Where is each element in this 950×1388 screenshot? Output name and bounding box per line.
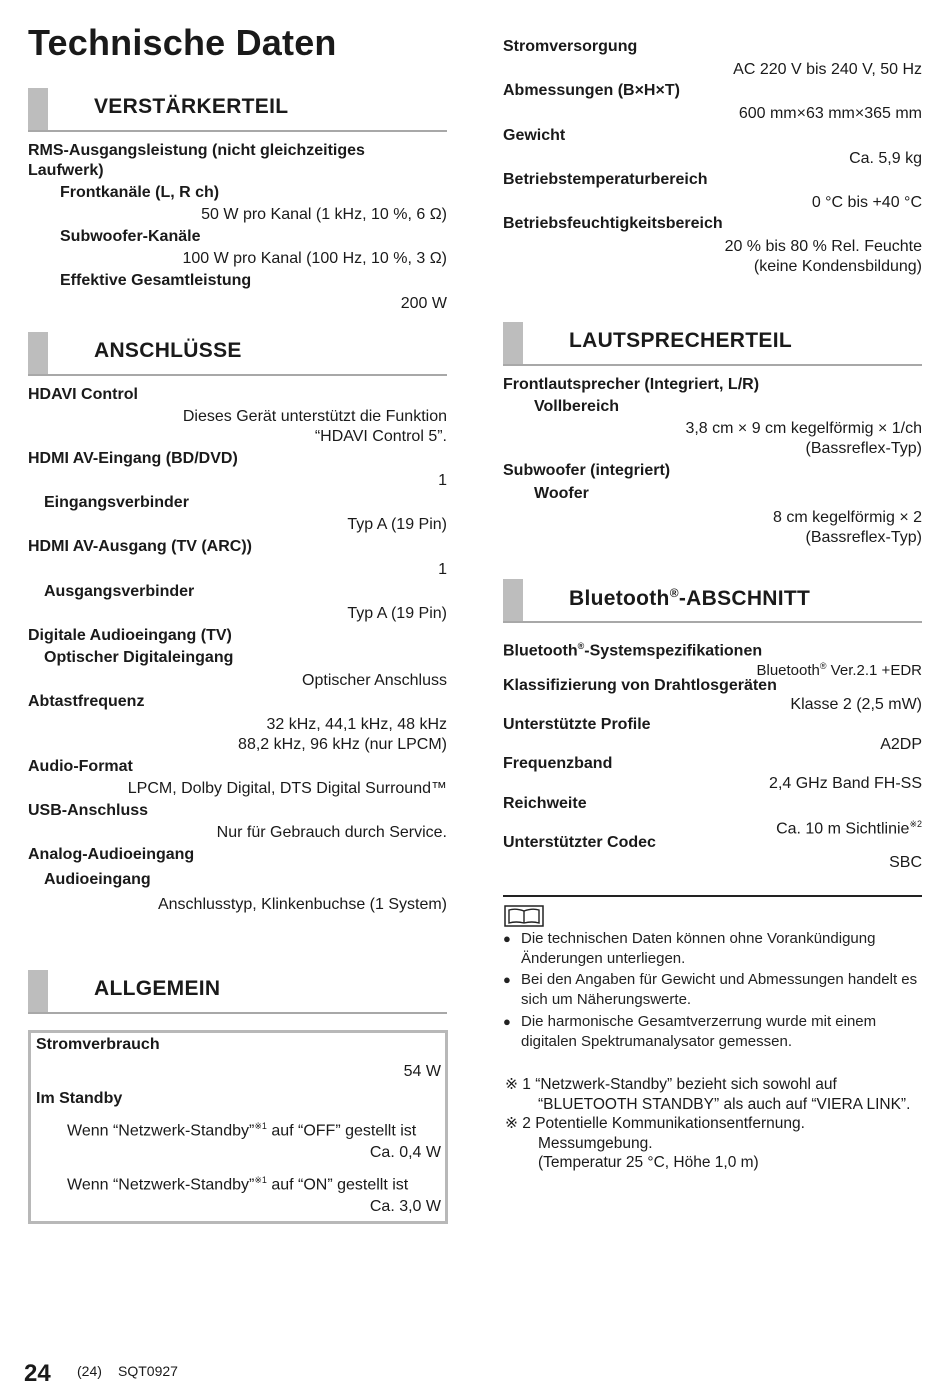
- section-header-allgemein: [28, 970, 447, 1014]
- bt-spec-label-text: Bluetooth: [503, 642, 578, 660]
- footnote-2-line2: Messumgebung.: [538, 1135, 653, 1152]
- digital-audio-label: Digitale Audioeingang (TV): [28, 627, 232, 644]
- standby-on-value: Ca. 3,0 W: [369, 1198, 441, 1215]
- supply-label: Stromversorgung: [503, 38, 638, 55]
- temperature-label: Betriebstemperaturbereich: [503, 171, 708, 188]
- front-speaker-label: Frontlautsprecher (Integriert, L/R): [503, 376, 760, 393]
- page-ref: (24): [77, 1363, 102, 1379]
- power-consumption-value: 54 W: [403, 1063, 441, 1080]
- document-code: SQT0927: [118, 1363, 178, 1379]
- input-connector-label: Eingangsverbinder: [44, 494, 189, 511]
- standby-on-text: Wenn “Netzwerk-Standby”: [67, 1176, 255, 1194]
- audio-input-label: Audioeingang: [44, 871, 151, 888]
- fullrange-value-line1: 3,8 cm × 9 cm kegelförmig × 1/ch: [685, 420, 922, 437]
- note-text: Die harmonische Gesamtverzerrung wurde mit einem digitalen Spektrumanalysator gemessen.: [521, 1013, 877, 1050]
- sampling-value-line1: 32 kHz, 44,1 kHz, 48 kHz: [266, 716, 447, 733]
- front-channels-label: Frontkanäle (L, R ch): [60, 184, 220, 201]
- rms-label-line1: RMS-Ausgangsleistung (nicht gleichzeitiges: [28, 142, 365, 159]
- note-text: Bei den Angaben für Gewicht und Abmessungen handelt es sich um Näherungswerte.: [521, 971, 918, 1008]
- supply-value: AC 220 V bis 240 V, 50 Hz: [733, 61, 922, 78]
- standby-on-condition: [67, 1170, 408, 1195]
- footnote-ref: ※1: [254, 1121, 267, 1131]
- front-channels-value: 50 W pro Kanal (1 kHz, 10 %, 6 Ω): [201, 206, 447, 223]
- input-connector-value: Typ A (19 Pin): [347, 516, 447, 533]
- standby-off-text: Wenn “Netzwerk-Standby”: [67, 1122, 255, 1140]
- footnote-ref: ※2: [909, 819, 922, 829]
- bt-profile-label: Unterstützte Profile: [503, 716, 651, 733]
- power-consumption-label: Stromverbrauch: [36, 1036, 160, 1053]
- section-bar: [28, 970, 48, 1012]
- bt-class-label: Klassifizierung von Drahtlosgeräten: [503, 677, 777, 694]
- dimensions-value: 600 mm×63 mm×365 mm: [738, 105, 922, 122]
- humidity-value-line2: (keine Kondensbildung): [753, 258, 922, 275]
- bt-spec-value-suffix: Ver.2.1 +EDR: [826, 662, 922, 679]
- subwoofer-channels-value: 100 W pro Kanal (100 Hz, 10 %, 3 Ω): [182, 250, 447, 267]
- output-connector-label: Ausgangsverbinder: [44, 583, 195, 600]
- total-power-value: 200 W: [400, 295, 447, 312]
- standby-label: Im Standby: [36, 1090, 123, 1107]
- standby-off-text-post: auf “OFF” gestellt ist: [266, 1122, 417, 1140]
- footnote-2-line1: ※ 2 Potentielle Kommunikationsentfernung.: [505, 1115, 805, 1132]
- standby-off-condition: [67, 1116, 416, 1141]
- subwoofer-label: Subwoofer (integriert): [503, 462, 671, 479]
- section-header-verstaerker: [28, 88, 447, 132]
- humidity-value-line1: 20 % bis 80 % Rel. Feuchte: [724, 238, 922, 255]
- bt-spec-value-text: Bluetooth: [756, 662, 820, 679]
- bt-band-value: 2,4 GHz Band FH-SS: [769, 775, 922, 792]
- humidity-label: Betriebsfeuchtigkeitsbereich: [503, 215, 723, 232]
- output-connector-value: Typ A (19 Pin): [347, 605, 447, 622]
- section-header-lautsprecher: [503, 322, 922, 366]
- subwoofer-channels-label: Subwoofer-Kanäle: [60, 228, 201, 245]
- weight-label: Gewicht: [503, 127, 566, 144]
- footnote-1-line1: ※ 1 “Netzwerk-Standby” bezieht sich sowohl auf: [505, 1076, 837, 1093]
- bluetooth-title-suffix: -ABSCHNITT: [678, 587, 811, 610]
- hdmi-out-label: HDMI AV-Ausgang (TV (ARC)): [28, 538, 252, 555]
- book-icon: [504, 905, 544, 927]
- hdmi-out-value: 1: [438, 561, 447, 578]
- footnote-1-line2: “BLUETOOTH STANDBY” als auch auf “VIERA LINK”.: [538, 1096, 911, 1113]
- fullrange-value-line2: (Bassreflex-Typ): [805, 440, 922, 457]
- audio-format-label: Audio-Format: [28, 758, 133, 775]
- dimensions-label: Abmessungen (B×H×T): [503, 82, 680, 99]
- registered-mark: ®: [577, 641, 585, 651]
- hdmi-in-label: HDMI AV-Eingang (BD/DVD): [28, 450, 238, 467]
- woofer-label: Woofer: [534, 485, 589, 502]
- hdmi-in-value: 1: [438, 472, 447, 489]
- section-title-anschluesse: ANSCHLÜSSE: [94, 339, 242, 362]
- optical-input-value: Optischer Anschluss: [302, 672, 447, 689]
- registered-mark: ®: [819, 661, 827, 671]
- usb-value: Nur für Gebrauch durch Service.: [216, 824, 447, 841]
- note-text: Die technischen Daten können ohne Vorankündigung Änderungen unterliegen.: [521, 930, 876, 967]
- audio-input-value: Anschlusstyp, Klinkenbuchse (1 System): [157, 896, 447, 913]
- fullrange-label: Vollbereich: [534, 398, 620, 415]
- section-title-bluetooth: [569, 586, 810, 611]
- footnote-2-line3: (Temperatur 25 °C, Höhe 1,0 m): [538, 1154, 759, 1171]
- standby-off-value: Ca. 0,4 W: [369, 1144, 441, 1161]
- usb-label: USB-Anschluss: [28, 802, 149, 819]
- section-bar: [28, 88, 48, 130]
- bt-range-label: Reichweite: [503, 795, 587, 812]
- total-power-label: Effektive Gesamtleistung: [60, 272, 252, 289]
- sampling-label: Abtastfrequenz: [28, 693, 145, 710]
- woofer-value-line1: 8 cm kegelförmig × 2: [773, 509, 922, 526]
- section-header-bluetooth: [503, 579, 922, 623]
- notes-divider: [503, 895, 922, 897]
- section-header-anschluesse: [28, 332, 447, 376]
- rms-label-line2: Laufwerk): [28, 162, 104, 179]
- bullet-icon: ●: [503, 1014, 511, 1029]
- section-bar: [503, 322, 523, 364]
- optical-input-label: Optischer Digitaleingang: [44, 649, 234, 666]
- sampling-value-line2: 88,2 kHz, 96 kHz (nur LPCM): [238, 736, 447, 753]
- bullet-icon: ●: [503, 972, 511, 987]
- section-title-allgemein: ALLGEMEIN: [94, 977, 221, 1000]
- bt-spec-label-suffix: -Systemspezifikationen: [584, 642, 763, 660]
- page-title: Technische Daten: [28, 22, 337, 63]
- hdavi-value-line1: Dieses Gerät unterstützt die Funktion: [182, 408, 447, 425]
- hdavi-value-line2: “HDAVI Control 5”.: [314, 428, 447, 445]
- section-bar: [28, 332, 48, 374]
- bt-class-value: Klasse 2 (2,5 mW): [790, 696, 922, 713]
- page-number: 24: [24, 1360, 51, 1387]
- footnote-ref: ※1: [254, 1175, 267, 1185]
- audio-format-value: LPCM, Dolby Digital, DTS Digital Surround™: [127, 780, 447, 797]
- woofer-value-line2: (Bassreflex-Typ): [805, 529, 922, 546]
- weight-value: Ca. 5,9 kg: [849, 150, 922, 167]
- section-bar: [503, 579, 523, 621]
- bt-profile-value: A2DP: [880, 736, 922, 753]
- registered-mark: ®: [669, 586, 679, 600]
- temperature-value: 0 °C bis +40 °C: [811, 194, 922, 211]
- bt-codec-value: SBC: [889, 854, 922, 871]
- bullet-icon: ●: [503, 931, 511, 946]
- standby-on-text-post: auf “ON” gestellt ist: [266, 1176, 409, 1194]
- bt-range-value-text: Ca. 10 m Sichtlinie: [776, 820, 910, 838]
- bt-band-label: Frequenzband: [503, 755, 613, 772]
- analog-audio-label: Analog-Audioeingang: [28, 846, 195, 863]
- section-title-verstaerker: VERSTÄRKERTEIL: [94, 95, 289, 118]
- bluetooth-title-text: Bluetooth: [569, 587, 670, 610]
- bt-codec-label: Unterstützter Codec: [503, 834, 656, 851]
- hdavi-label: HDAVI Control: [28, 386, 138, 403]
- section-title-lautsprecher: LAUTSPRECHERTEIL: [569, 329, 792, 352]
